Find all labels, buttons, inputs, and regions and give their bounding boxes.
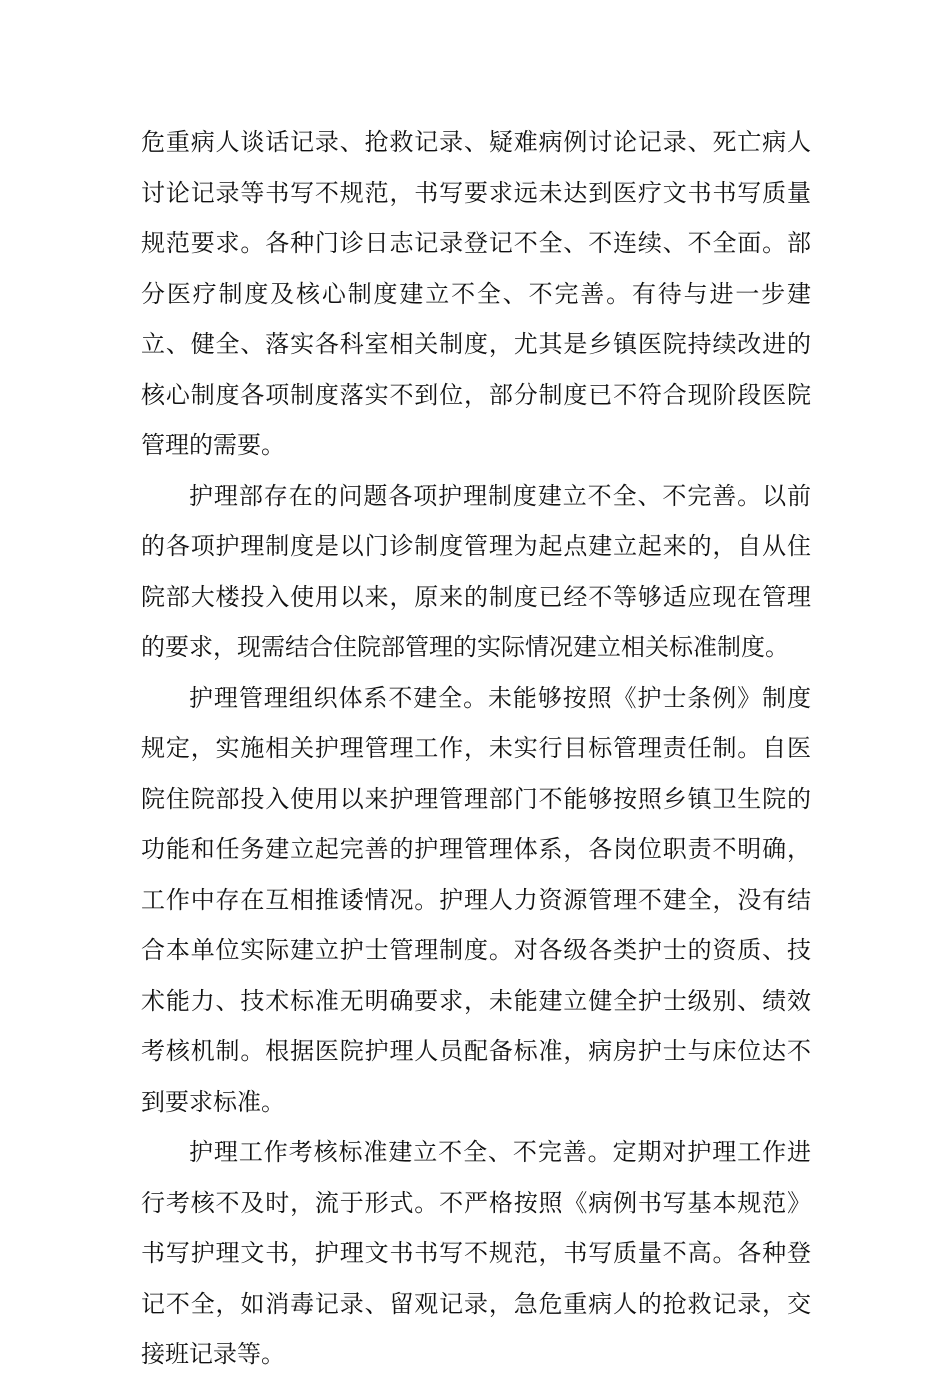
paragraph-1: 危重病人谈话记录、抢救记录、疑难病例讨论记录、死亡病人讨论记录等书写不规范，书写要求远未达到医疗文书书写质量规范要求。各种门诊日志记录登记不全、不连续、不全面。部分医疗制度及核心制度建立不全、不完善。有待与进一步建立、健全、落实各科室相关制度，尤其是乡镇医院持续改进的核心制度各项制度落实不到位，部分制度已不符合现阶段医院管理的需要。 bbox=[141, 128, 811, 459]
paragraph-4: 护理工作考核标准建立不全、不完善。定期对护理工作进行考核不及时，流于形式。不严格按照《病例书写基本规范》书写护理文书，护理文书书写不规范，书写质量不高。各种登记不全，如消毒记录、留观记录，急危重病人的抢救记录，交接班记录等。 bbox=[141, 1138, 811, 1368]
document-body bbox=[141, 117, 811, 1380]
paragraph-3: 护理管理组织体系不建全。未能够按照《护士条例》制度规定，实施相关护理管理工作，未实行目标管理责任制。自医院住院部投入使用以来护理管理部门不能够按照乡镇卫生院的功能和任务建立起完善的护理管理体系，各岗位职责不明确，工作中存在互相推诿情况。护理人力资源管理不建全，没有结合本单位实际建立护士管理制度。对各级各类护士的资质、技术能力、技术标准无明确要求，未能建立健全护士级别、绩效考核机制。根据医院护理人员配备标准，病房护士与床位达不到要求标准。 bbox=[141, 683, 811, 1116]
paragraph-2: 护理部存在的问题各项护理制度建立不全、不完善。以前的各项护理制度是以门诊制度管理为起点建立起来的，自从住院部大楼投入使用以来，原来的制度已经不等够适应现在管理的要求，现需结合住院部管理的实际情况建立相关标准制度。 bbox=[141, 481, 811, 661]
